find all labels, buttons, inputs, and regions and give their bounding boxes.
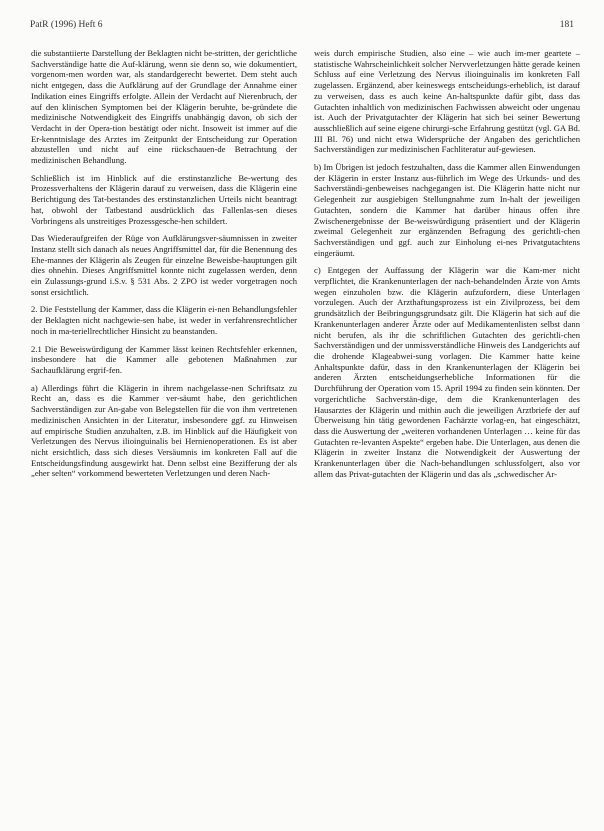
page-number: 181 xyxy=(559,20,574,30)
running-header xyxy=(30,20,574,34)
paragraph: b) Im Übrigen ist jedoch festzuhalten, dass die Kammer allen Einwendungen der Klägerin in erster Instanz aus-führlich im Wege des Urkunds- und des Sachverständi-genbeweises nachgegangen ist. Die Klägerin hatte nicht nur Gelegenheit zur ausgiebigen Stellungnahme zum In-halt der jeweiligen Gutachten, sondern die Kammer hat darüber hinaus offen ihre Zwischenergebnisse der Be-weiswürdigung präsentiert und der Klägerin zweimal Gelegenheit zur ergänzenden Befragung des gerichtli-chen Sachverständigen und ggf. auch zur Einholung ei-nes Privatgutachtens eingeräumt. xyxy=(314,162,580,258)
paragraph: weis durch empirische Studien, also eine – wie auch im-mer geartete – statistische Wahrscheinlichkeit solcher Nervverletzungen hätte gerade keinen Schluss auf eine Verletzung des Nervus ilioinguinalis im konkreten Fall zugelassen. Ergänzend, aber keineswegs entscheidungs-erheblich, ist darauf zu verweisen, dass es auch keine An-haltspunkte dafür gibt, dass das Gutachten inhaltlich von medizinischen Fachwissen abweicht oder ungenau ist. Auch der Privatgutachter der Klägerin hat sich bei seiner Bewertung ausschließlich auf seine eigene chirurgi-sche Erfahrung gestützt (vgl. GA Bd. III Bl. 76) und nicht etwa Widersprüche der Angaben des gerichtlichen Sachverständigen zur medizinischen Fachliteratur auf-gewiesen. xyxy=(314,48,580,155)
paragraph: a) Allerdings führt die Klägerin in ihrem nachgelasse-nen Schriftsatz zu Recht an, dass es die Kammer ver-säumt habe, den gerichtlichen Sachverständigen zur An-gabe von Belegstellen für die von ihm vertretenen medizinischen Ansichten in der Literatur, insbesondere ggf. zu Hinweisen auf empirische Studien anzuhalten, z.B. im Hinblick auf die Häufigkeit von Verletzungen des Nervus ilioinguinalis bei Hernienoperationen. Es ist aber nicht ersichtlich, dass sich dieses Versäumnis im konkreten Fall auf die Entscheidungsfindung ausgewirkt hat. Denn selbst eine Bezifferung der als „eher selten“ vorkommend bewerteten Verletzungen und deren Nach- xyxy=(31,382,297,479)
right-text-column xyxy=(314,48,580,486)
paragraph: 2.1 Die Beweiswürdigung der Kammer lässt keinen Rechtsfehler erkennen, insbesondere hat die Kammer alle gebotenen Maßnahmen zur Sachaufklärung ergrif-fen. xyxy=(31,343,297,375)
paragraph: Schließlich ist im Hinblick auf die erstinstanzliche Be-wertung des Prozessverhaltens der Klägerin darauf zu verweisen, dass die Klägerin eine Berichtigung des Tat-bestandes des erstinstanzlichen Urteils nicht beantragt hat, obwohl der Tatbestand ausdrücklich das Fallenlas-sen dieses Vorbringens als unstreitiges Prozessgesche-hen schildert. xyxy=(31,172,297,226)
journal-reference: PatR (1996) Heft 6 xyxy=(30,20,103,30)
paragraph: Das Wiederaufgreifen der Rüge von Aufklärungsver-säumnissen in zweiter Instanz stellt sich danach als neues Angriffsmittel dar, für die Benennung des Ehe-mannes der Klägerin als Zeugen für einzelne Beweisbe-hauptungen gilt dies ohnehin. Dieses Angriffsmittel konnte nicht zugelassen werden, denn ein Zulassungs-grund i.S.v. § 531 Abs. 2 ZPO ist weder vorgetragen noch sonst ersichtlich. xyxy=(31,233,297,297)
left-text-column xyxy=(31,48,297,486)
paragraph: 2. Die Feststellung der Kammer, dass die Klägerin ei-nen Behandlungsfehler der Beklagten nicht nachgewie-sen habe, ist weder in verfahrensrechtlicher noch in ma-teriellrechtlicher Hinsicht zu beanstanden. xyxy=(31,304,297,336)
paragraph: die substantiierte Darstellung der Beklagten nicht be-stritten, der gerichtliche Sachverständige hatte die Auf-klärung, wenn sie denn so, wie dokumentiert, vorgenom-men worden war, als standardgerecht bewertet. Dem steht auch nicht entgegen, dass die Aufklärung auf der Grundlage der Annahme einer Indikation eines Eingriffs erfolgte. Allein der Verdacht auf Nierenbruch, der auf den klinischen Symptomen bei der Klägerin beruhte, be-gründete die medizinische Notwendigkeit des Eingriffs unabhängig davon, ob sich der Verdacht in der Opera-tion bestätigt oder nicht. Insoweit ist immer auf die Er-kenntnislage des Arztes im Zeitpunkt der Entscheidung zur Operation abzustellen und nicht auf eine rückschauen-de Betrachtung der medizinischen Behandlung. xyxy=(31,48,297,166)
paragraph: c) Entgegen der Auffassung der Klägerin war die Kam-mer nicht verpflichtet, die Krankenunterlagen der nach-behandelnden Ärzte von Amts wegen einzuholen bzw. die Klägerin aufzufordern, diese Unterlagen vorzulegen. Auch der Arzthaftungsprozess ist ein Zivilprozess, bei dem grundsätzlich der Beibringungsgrundsatz gilt. Die Klägerin hat sich auf die Krankenunterlagen anderer Ärzte oder auf Medikamentenlisten selbst dann nicht berufen, als ihr die schriftlichen Gutachten des gerichtli-chen Sachverständigen und der unmissverständliche Hinweis des Landgerichts auf die drohende Klageabwei-sung vorlagen. Die Kammer hatte keine Anhaltspunkte dafür, dass in den Krankenunterlagen der Klägerin bei anderen Ärzten entscheidungserhebliche Informationen für die Durchführung der Operation vom 15. April 1994 zu finden sein könnten. Der vorgerichtliche Sachverstän-dige, dem die Krankenunterlagen des Hausarztes der Klägerin und mithin auch die jeweiligen Arztbriefe der auf Überweisung hin tätig gewordenen Fachärzte vorlag-en, hat eingeschätzt, dass die Auswertung der „weiteren vorhandenen Unterlagen … keine für das Gutachten re-levanten Aspekte“ ergeben habe. Die Unterlagen, aus denen die Klägerin in zweiter Instanz die Notwendigkeit der Auswertung der Krankenunterlagen über die Nach-behandlungen schlussfolgert, also vor allem das Privat-gutachten der Klägerin und das als „schwedischer Ar- xyxy=(314,265,580,479)
